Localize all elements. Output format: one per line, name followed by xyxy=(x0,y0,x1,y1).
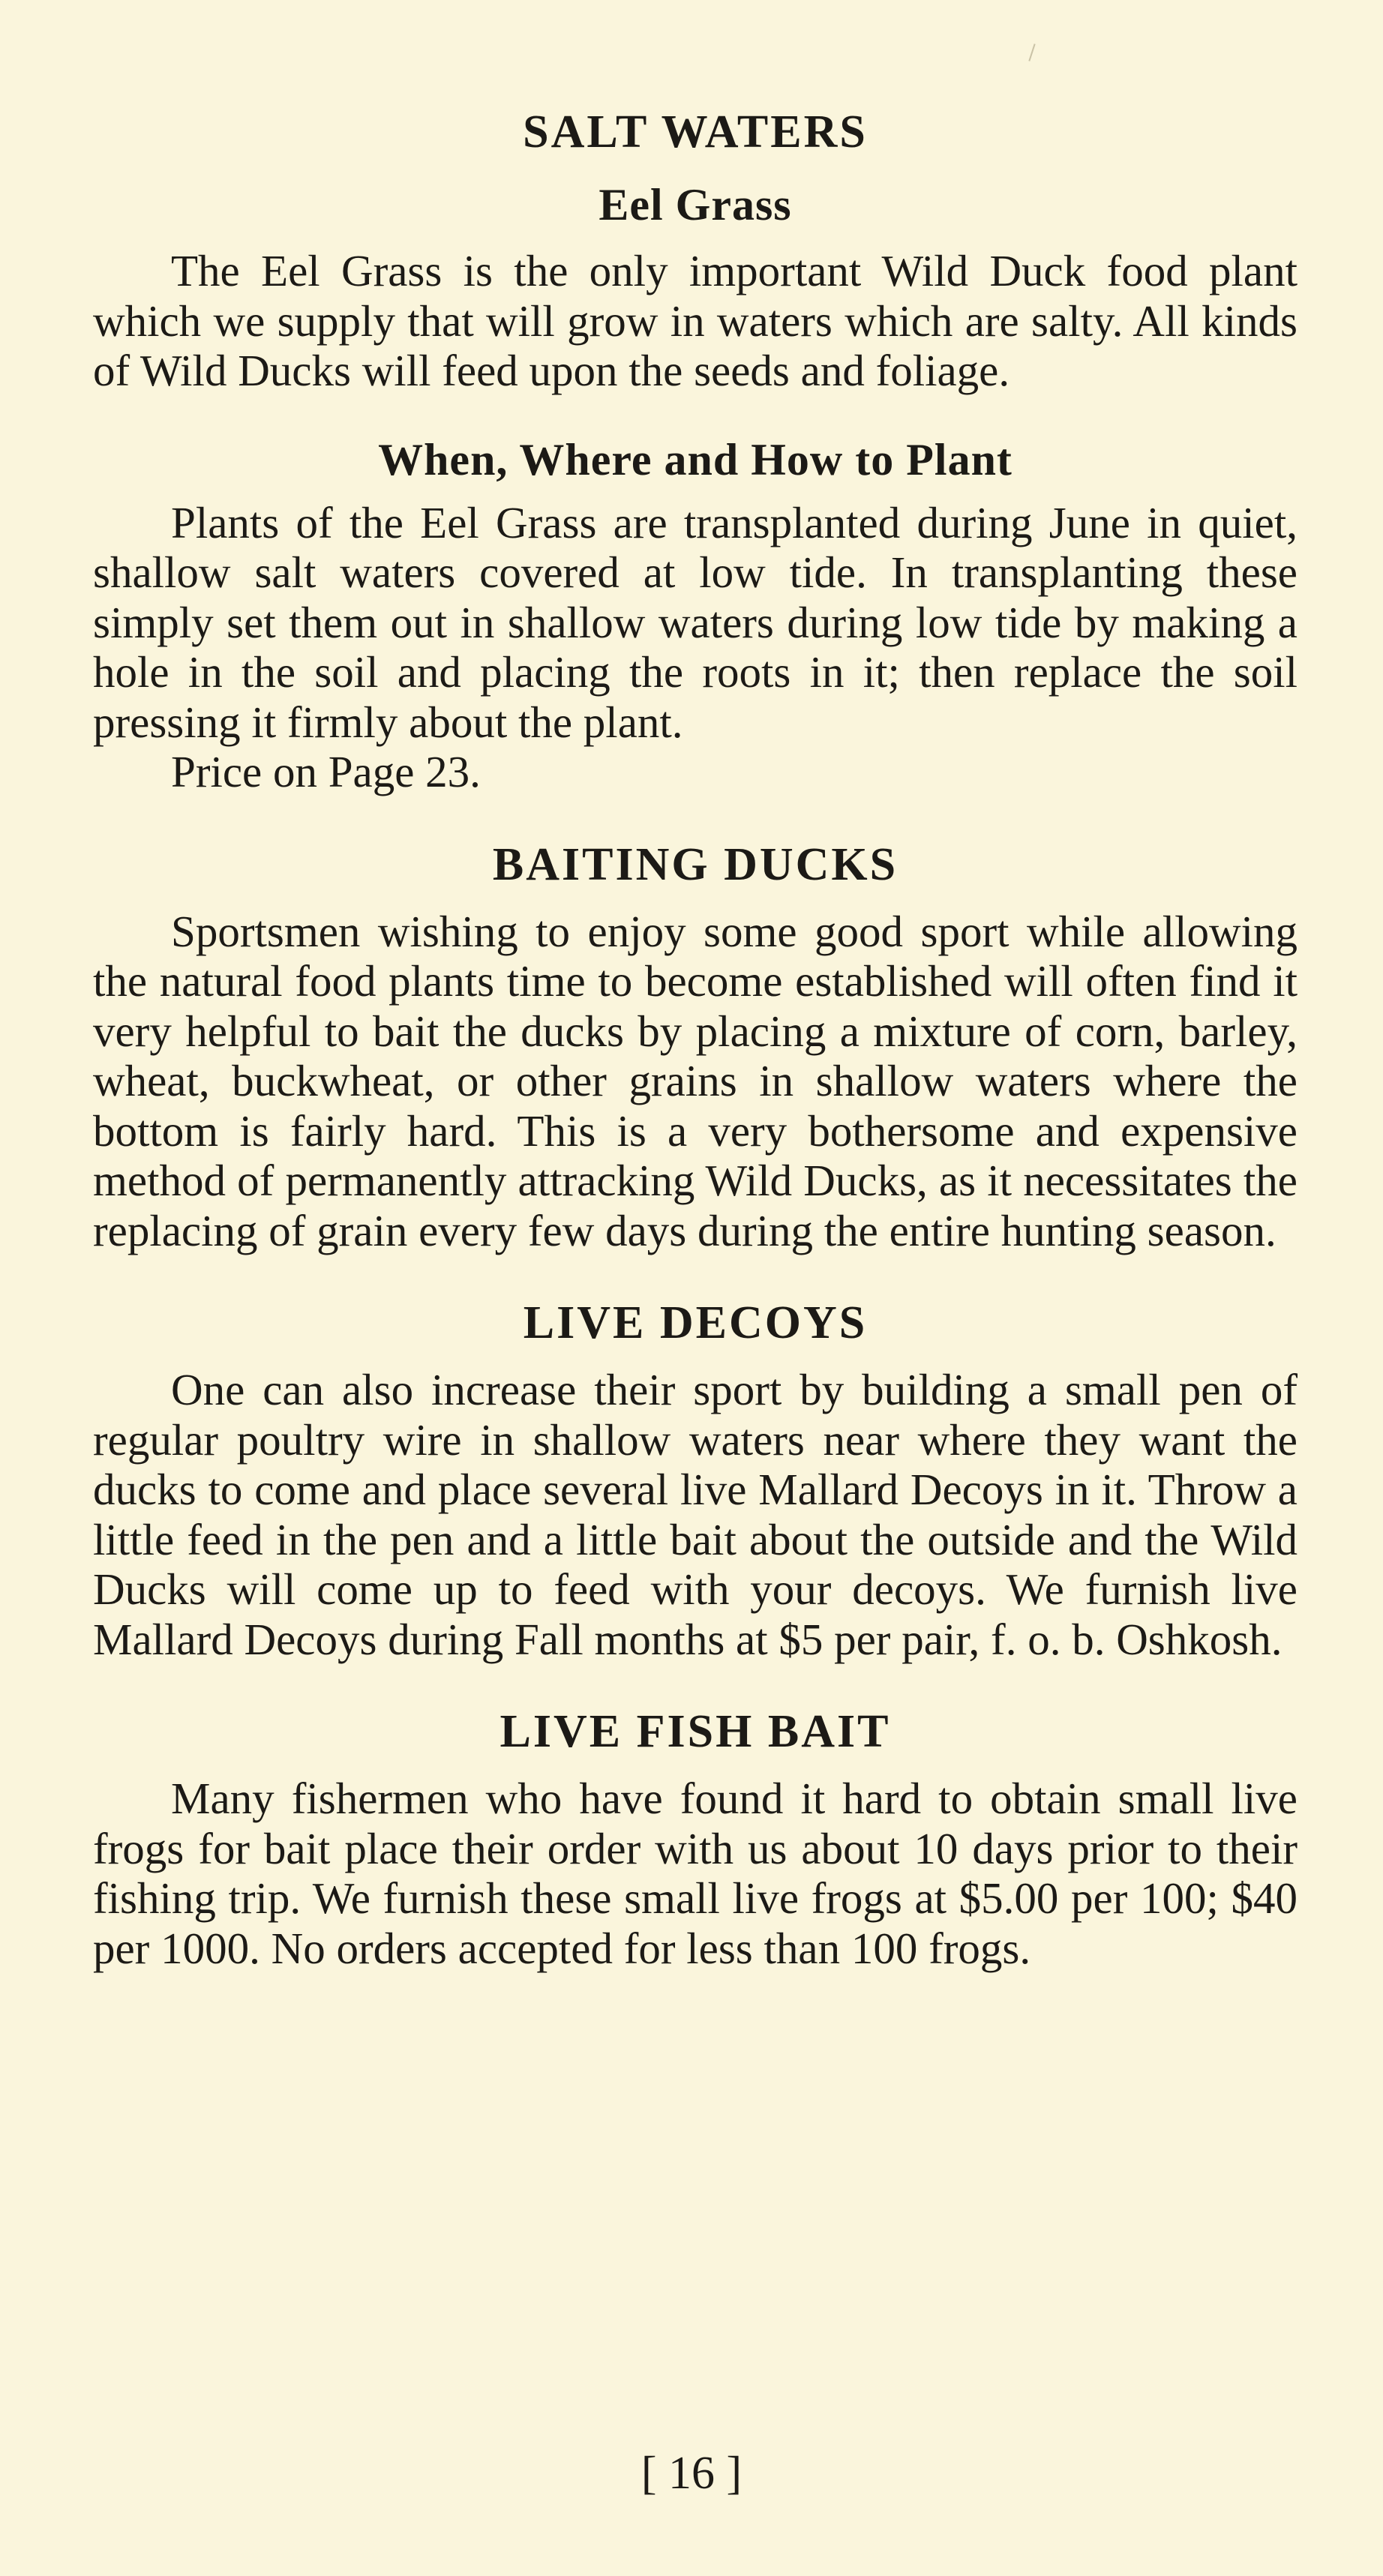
baiting-ducks-heading: BAITING DUCKS xyxy=(492,838,898,890)
paper-mark xyxy=(1028,43,1035,61)
eel-grass-paragraph: The Eel Grass is the only important Wild Duck food plant which we supply that will grow in waters which are salty. All kinds of Wild Ducks will feed upon the seeds and foliage. xyxy=(93,246,1298,395)
live-fish-bait-section xyxy=(93,1705,1298,1973)
planting-paragraph: Plants of the Eel Grass are transplanted during June in quiet, shallow salt waters covered at low tide. In transplanting these simply set them out in shallow waters during low tide by making a hole in the soil and placing the roots in it; then replace the soil pressing it firmly about the plant. xyxy=(93,497,1298,747)
eel-grass-subheading: Eel Grass xyxy=(598,180,792,229)
page-number: [ 16 ] xyxy=(640,2448,742,2499)
baiting-ducks-section xyxy=(93,838,1298,1256)
live-decoys-paragraph: One can also increase their sport by building a small pen of regular poultry wire in shallow waters near where they want the ducks to come and place several live Mallard Decoys in it. Throw a little feed in the pen and a little bait about the outside and the Wild Ducks will come up to feed with your decoys. We furnish live Mallard Decoys during Fall months at $5 per pair, f. o. b. Oshkosh. xyxy=(93,1365,1298,1664)
baiting-ducks-paragraph: Sportsmen wishing to enjoy some good sport while allowing the natural food plants time to become established will often find it very helpful to bait the ducks by placing a mixture of corn, barley, wheat, buckwheat, or other grains in shallow waters where the bottom is fairly hard. This is a very bothersome and expensive method of permanently attracking Wild Ducks, as it necessitates the replacing of grain every few days during the entire hunting season. xyxy=(93,906,1298,1255)
price-note: Price on Page 23. xyxy=(171,747,481,796)
live-fish-bait-paragraph: Many fishermen who have found it hard to obtain small live frogs for bait place their order with us about 10 days prior to their fishing trip. We furnish these small live frogs at $5.00 per 100; $40 per 1000. No orders accepted for less than 100 frogs. xyxy=(93,1774,1298,1973)
salt-waters-section xyxy=(93,105,1298,396)
live-decoys-heading: LIVE DECOYS xyxy=(523,1297,868,1348)
planting-section xyxy=(93,433,1298,797)
live-decoys-section xyxy=(93,1296,1298,1664)
text-column xyxy=(93,105,1298,1973)
planting-heading: When, Where and How to Plant xyxy=(378,434,1012,484)
live-fish-bait-heading: LIVE FISH BAIT xyxy=(500,1706,891,1757)
salt-waters-heading: SALT WATERS xyxy=(523,106,868,157)
